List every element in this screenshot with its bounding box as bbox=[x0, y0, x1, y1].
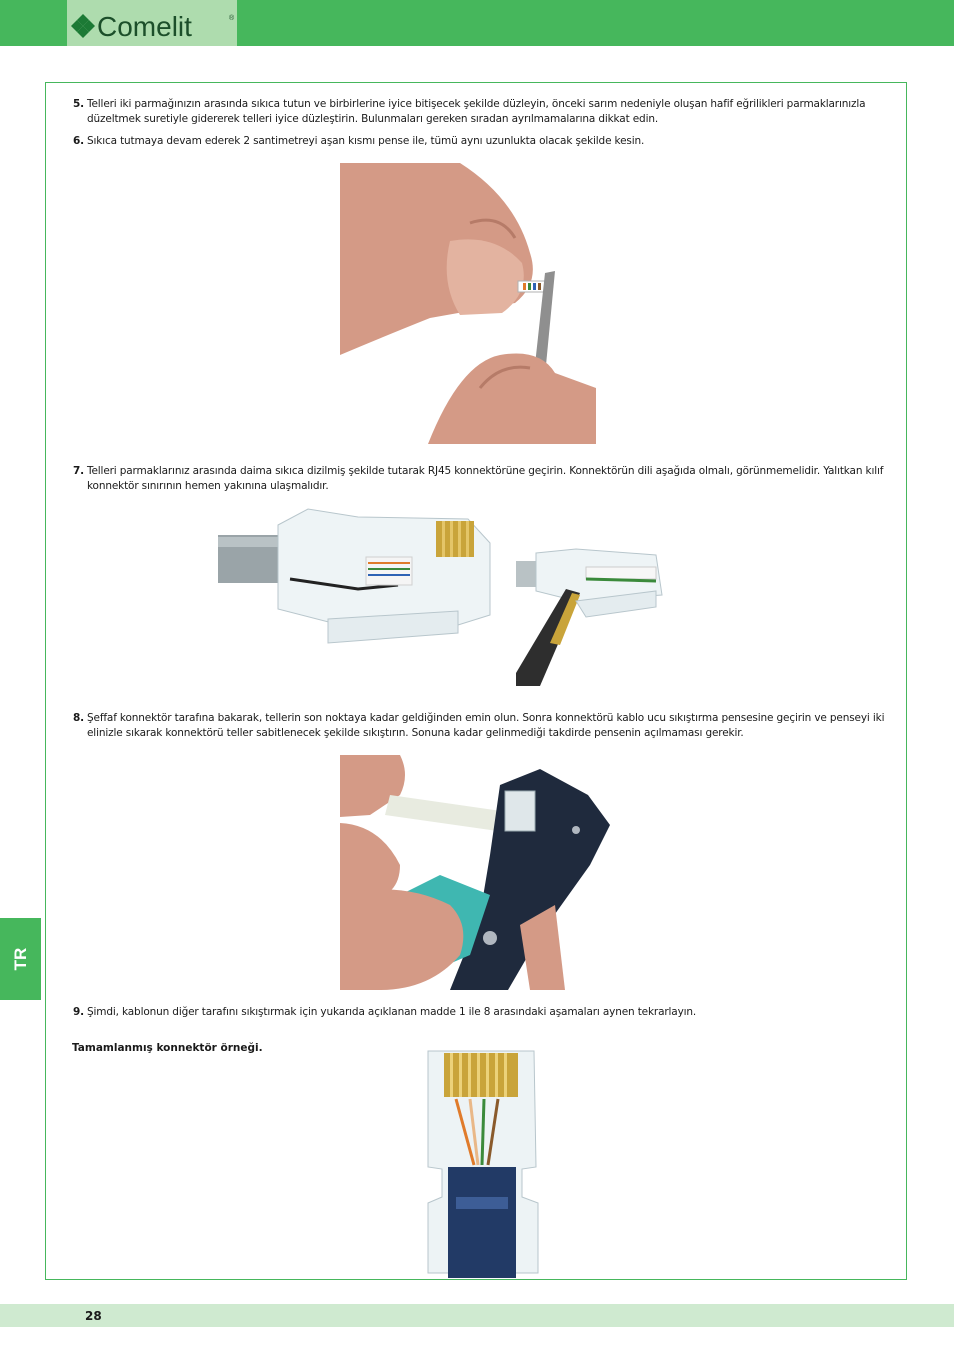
photo-crimping-tool bbox=[340, 755, 614, 990]
step-text: Şimdi, kablonun diğer tarafını sıkıştırmak için yukarıda açıklanan madde 1 ile 8 arasındaki aşamaları aynen tekrarlayın. bbox=[87, 1006, 697, 1018]
step-8 bbox=[73, 711, 892, 741]
step-number: 6. bbox=[73, 135, 84, 147]
step-number: 5. bbox=[73, 98, 84, 110]
step-number: 7. bbox=[73, 465, 84, 477]
step-9 bbox=[73, 1005, 892, 1020]
step-text: Telleri iki parmağınızın arasında sıkıca tutun ve birbirlerine iyice bitişecek şekilde düzleyin, önceki sarım nedeniyle oluşan hafif eğrilikleri parmaklarınızla düzeltmek suretiyle gidererek telleri iyice düzleştirin. Bulunmaları gereken sıradan ayrılmamalarına dikkat edin. bbox=[87, 98, 866, 125]
step-number: 9. bbox=[73, 1006, 84, 1018]
language-tab bbox=[0, 918, 41, 1000]
step-text: Telleri parmaklarınız arasında daima sıkıca dizilmiş şekilde tutarak RJ45 konnektörüne geçirin. Konnektörün dili aşağıda olmalı, görünmemelidir. Yalıtkan kılıf konnektör sınırının hemen yakınına ulaşmalıdır. bbox=[87, 465, 884, 492]
photo-completed-connector bbox=[422, 1047, 542, 1278]
step-6 bbox=[73, 134, 892, 149]
step-5 bbox=[73, 97, 892, 127]
language-tab-label: TR bbox=[10, 947, 30, 971]
example-caption: Tamamlanmış konnektör örneği. bbox=[72, 1042, 263, 1054]
photo-fingers-cutting-wires bbox=[340, 163, 596, 444]
bottom-bar bbox=[0, 1304, 954, 1327]
photo-rj45-pen bbox=[516, 545, 663, 686]
step-7 bbox=[73, 464, 892, 494]
step-text: Şeffaf konnektör tarafına bakarak, tellerin son noktaya kadar geldiğinden emin olun. Sonra konnektörü kablo ucu sıkıştırma pensesine geçirin ve penseyi iki elinizle sıkarak konnektörü teller sabitlenecek şekilde sıkıştırın. Sonuna kadar gelinmediği takdirde pensenin açılmaması gerekir. bbox=[87, 712, 885, 739]
page-number: 28 bbox=[85, 1309, 102, 1323]
brand-logo bbox=[67, 0, 237, 46]
registered-mark: ® bbox=[229, 15, 235, 22]
photo-rj45-insertion bbox=[218, 507, 492, 647]
step-number: 8. bbox=[73, 712, 84, 724]
step-text: Sıkıca tutmaya devam ederek 2 santimetreyi aşan kısmı pense ile, tümü aynı uzunlukta olacak şekilde kesin. bbox=[87, 135, 645, 147]
brand-name: Comelit bbox=[97, 11, 192, 42]
